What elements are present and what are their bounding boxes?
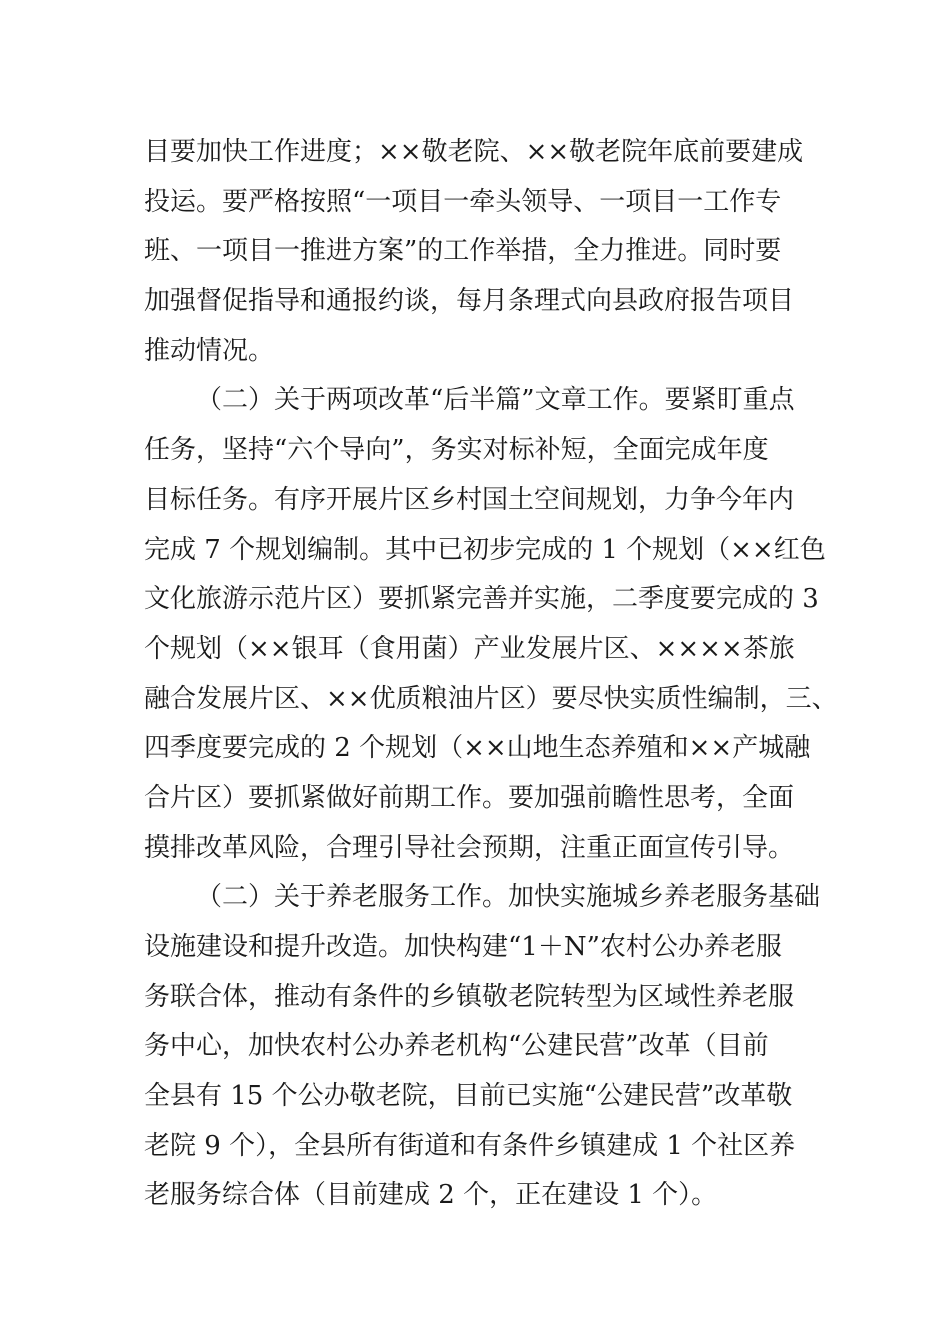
text-line: 全县有 15 个公办敬老院，目前已实施“公建民营”改革敬 (144, 1081, 793, 1112)
text-line: 务中心，加快农村公办养老机构“公建民营”改革（目前 (144, 1031, 769, 1062)
text-line: 推动情况。 (144, 335, 275, 366)
text-line: （二）关于两项改革“后半篇”文章工作。要紧盯重点 (196, 385, 795, 416)
text-line: 合片区）要抓紧做好前期工作。要加强前瞻性思考，全面 (144, 782, 795, 813)
paragraph-elderly-care (144, 873, 820, 1221)
text-line: 四季度要完成的 2 个规划（××山地生态养殖和××产城融 (144, 733, 811, 764)
text-line: 完成 7 个规划编制。其中已初步完成的 1 个规划（××红色 (144, 534, 826, 565)
text-line: 班、一项目一推进方案”的工作举措，全力推进。同时要 (144, 236, 782, 267)
paragraph-two-reforms (144, 376, 838, 873)
text-line: 老院 9 个），全县所有街道和有条件乡镇建成 1 个社区养 (144, 1130, 796, 1161)
text-line: 设施建设和提升改造。加快构建“1＋N”农村公办养老服 (144, 932, 782, 962)
text-line: 务联合体，推动有条件的乡镇敬老院转型为区域性养老服 (144, 981, 795, 1012)
paragraph-projects-continuation (144, 128, 820, 376)
text-line: 投运。要严格按照“一项目一牵头领导、一项目一工作专 (144, 186, 782, 217)
text-line: 任务，坚持“六个导向”，务实对标补短，全面完成年度 (144, 435, 769, 466)
text-line: 个规划（××银耳（食用菌）产业发展片区、××××茶旅 (144, 633, 795, 664)
text-line: 老服务综合体（目前建成 2 个，正在建设 1 个）。 (144, 1180, 718, 1211)
text-line: （二）关于养老服务工作。加快实施城乡养老服务基础 (196, 882, 821, 913)
text-line: 文化旅游示范片区）要抓紧完善并实施，二季度要完成的 3 (144, 584, 819, 615)
text-line: 目要加快工作进度；××敬老院、××敬老院年底前要建成 (144, 137, 804, 167)
document-body (144, 128, 838, 1221)
text-line: 融合发展片区、××优质粮油片区）要尽快实质性编制，三、 (144, 683, 838, 714)
text-line: 加强督促指导和通报约谈，每月条理式向县政府报告项目 (144, 286, 795, 317)
text-line: 摸排改革风险，合理引导社会预期，注重正面宣传引导。 (144, 832, 795, 863)
text-line: 目标任务。有序开展片区乡村国土空间规划，力争今年内 (144, 484, 795, 515)
